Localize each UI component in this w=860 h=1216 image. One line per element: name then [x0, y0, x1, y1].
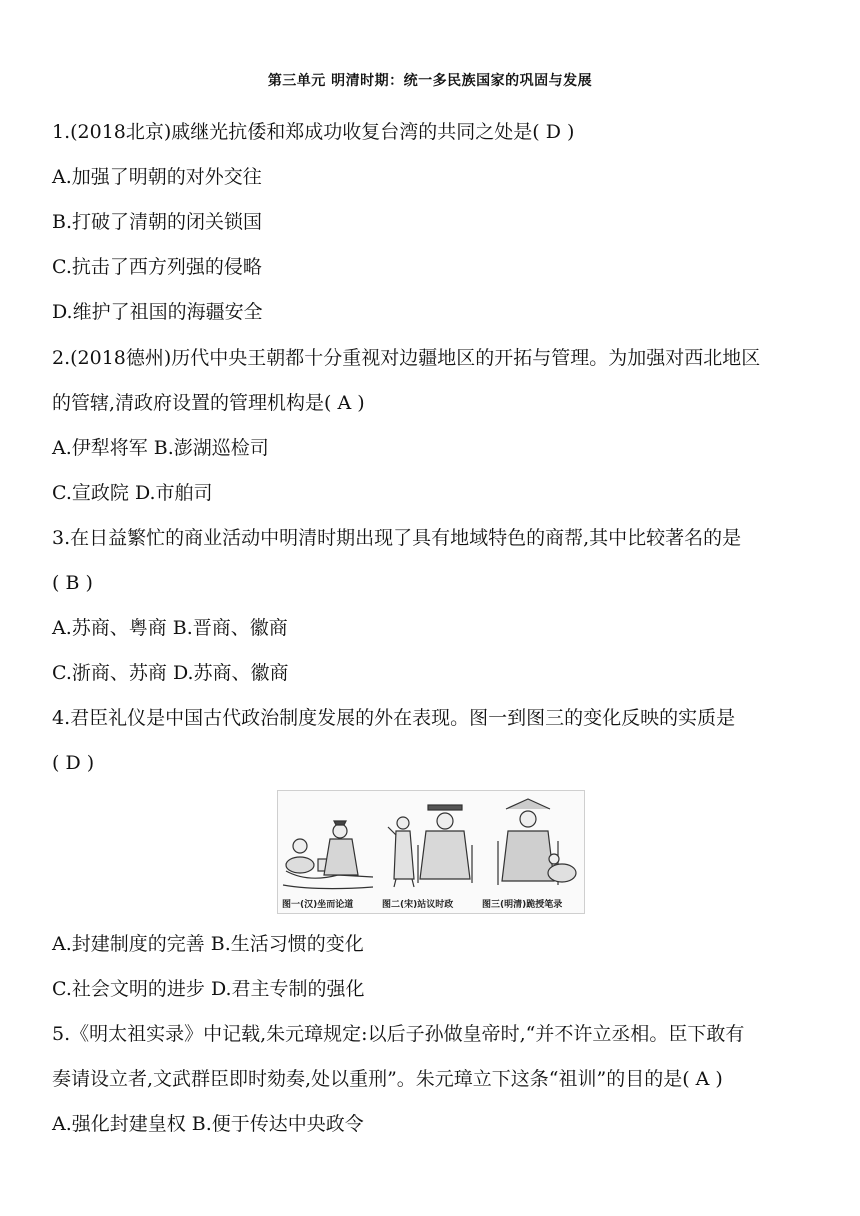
- figure-caption-3: 图三(明清)跪授笔录: [482, 900, 563, 910]
- q5-options-ab: A.强化封建皇权 B.便于传达中央政令: [52, 1113, 364, 1135]
- q1-option-c: C.抗击了西方列强的侵略: [52, 256, 262, 278]
- figure-caption-2: 图二(宋)站议时政: [382, 900, 454, 910]
- q5-stem-line1: 5.《明太祖实录》中记载,朱元璋规定:以后子孙做皇帝时,“并不许立丞相。臣下敢有: [52, 1023, 745, 1045]
- q1-option-b: B.打破了清朝的闭关锁国: [52, 211, 263, 233]
- page-title: 第三单元 明清时期：统一多民族国家的巩固与发展: [267, 73, 593, 89]
- q4-options-ab: A.封建制度的完善 B.生活习惯的变化: [52, 933, 364, 955]
- q1-option-a: A.加强了明朝的对外交往: [52, 166, 262, 188]
- q2-stem-line1: 2.(2018德州)历代中央王朝都十分重视对边疆地区的开拓与管理。为加强对西北地区: [52, 347, 761, 369]
- figure-caption-1: 图一(汉)坐而论道: [282, 900, 354, 910]
- figure-3-kneeling-record: [498, 799, 576, 885]
- q3-options-cd: C.浙商、苏商 D.苏商、徽商: [52, 662, 289, 684]
- q2-options-cd: C.宣政院 D.市舶司: [52, 482, 213, 504]
- q3-stem-line1: 3.在日益繁忙的商业活动中明清时期出现了具有地域特色的商帮,其中比较著名的是: [52, 527, 742, 549]
- q4-stem-line1: 4.君臣礼仪是中国古代政治制度发展的外在表现。图一到图三的变化反映的实质是: [52, 707, 736, 729]
- q4-illustration: [277, 790, 585, 914]
- q2-options-ab: A.伊犁将军 B.澎湖巡检司: [52, 437, 269, 459]
- q5-stem-line2: 奏请设立者,文武群臣即时劾奏,处以重刑”。朱元璋立下这条“祖训”的目的是( A ): [52, 1068, 723, 1090]
- q2-stem-line2: 的管辖,清政府设置的管理机构是( A ): [52, 392, 365, 414]
- q4-options-cd: C.社会文明的进步 D.君主专制的强化: [52, 978, 365, 1000]
- q1-option-d: D.维护了祖国的海疆安全: [52, 301, 263, 323]
- figure-1-seated-discussion: [283, 821, 373, 889]
- q3-options-ab: A.苏商、粤商 B.晋商、徽商: [52, 617, 288, 639]
- q3-answer: ( B ): [52, 572, 93, 594]
- q4-answer: ( D ): [52, 752, 95, 774]
- figure-2-standing-discussion: [388, 805, 472, 887]
- q1-stem: 1.(2018北京)戚继光抗倭和郑成功收复台湾的共同之处是( D ): [52, 121, 575, 143]
